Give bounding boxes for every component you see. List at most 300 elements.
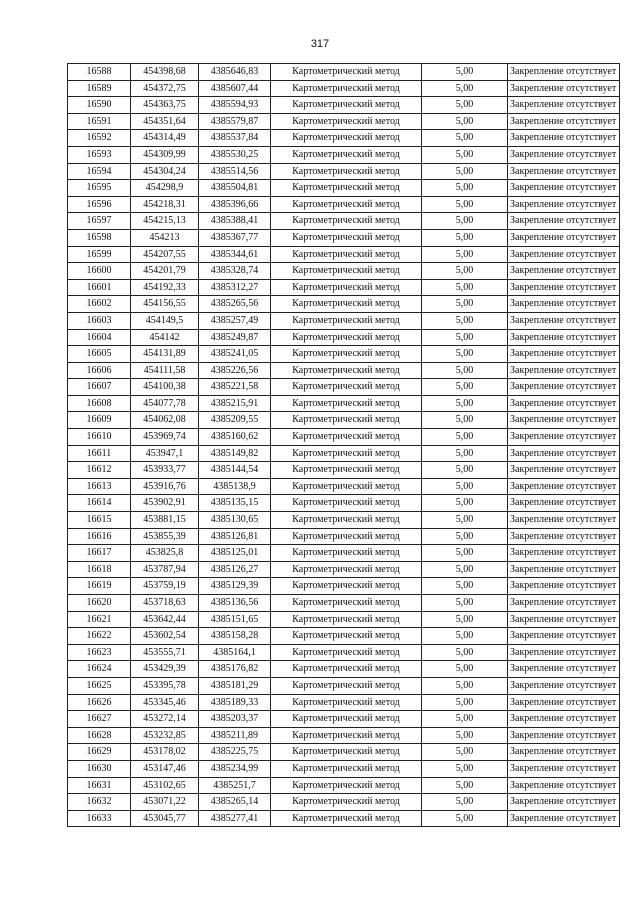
fixation-cell: Закрепление отсутствует <box>508 578 620 595</box>
point-number-cell: 16617 <box>68 545 131 562</box>
table-row <box>68 279 620 296</box>
table-row <box>68 727 620 744</box>
method-cell: Картометрический метод <box>271 661 422 678</box>
table-row <box>68 362 620 379</box>
point-number-cell: 16606 <box>68 362 131 379</box>
table-row <box>68 611 620 628</box>
table-row <box>68 528 620 545</box>
y-coordinate-cell: 4385241,05 <box>199 346 271 363</box>
fixation-cell: Закрепление отсутствует <box>508 545 620 562</box>
accuracy-cell: 5,00 <box>422 113 508 130</box>
x-coordinate-cell: 453429,39 <box>131 661 199 678</box>
table-row <box>68 794 620 811</box>
x-coordinate-cell: 454363,75 <box>131 97 199 114</box>
y-coordinate-cell: 4385136,56 <box>199 595 271 612</box>
y-coordinate-cell: 4385144,54 <box>199 462 271 479</box>
method-cell: Картометрический метод <box>271 578 422 595</box>
fixation-cell: Закрепление отсутствует <box>508 296 620 313</box>
x-coordinate-cell: 453345,46 <box>131 694 199 711</box>
x-coordinate-cell: 453555,71 <box>131 644 199 661</box>
method-cell: Картометрический метод <box>271 429 422 446</box>
accuracy-cell: 5,00 <box>422 196 508 213</box>
x-coordinate-cell: 453855,39 <box>131 528 199 545</box>
fixation-cell: Закрепление отсутствует <box>508 528 620 545</box>
accuracy-cell: 5,00 <box>422 744 508 761</box>
x-coordinate-cell: 453642,44 <box>131 611 199 628</box>
table-row <box>68 312 620 329</box>
x-coordinate-cell: 454398,68 <box>131 64 199 81</box>
fixation-cell: Закрепление отсутствует <box>508 279 620 296</box>
y-coordinate-cell: 4385126,81 <box>199 528 271 545</box>
fixation-cell: Закрепление отсутствует <box>508 777 620 794</box>
x-coordinate-cell: 454111,58 <box>131 362 199 379</box>
y-coordinate-cell: 4385537,84 <box>199 130 271 147</box>
table-row <box>68 512 620 529</box>
y-coordinate-cell: 4385149,82 <box>199 445 271 462</box>
y-coordinate-cell: 4385328,74 <box>199 263 271 280</box>
method-cell: Картометрический метод <box>271 312 422 329</box>
x-coordinate-cell: 453045,77 <box>131 810 199 827</box>
x-coordinate-cell: 454372,75 <box>131 80 199 97</box>
point-number-cell: 16593 <box>68 146 131 163</box>
point-number-cell: 16592 <box>68 130 131 147</box>
method-cell: Картометрический метод <box>271 196 422 213</box>
point-number-cell: 16614 <box>68 495 131 512</box>
fixation-cell: Закрепление отсутствует <box>508 64 620 81</box>
method-cell: Картометрический метод <box>271 213 422 230</box>
table-row <box>68 229 620 246</box>
x-coordinate-cell: 453602,54 <box>131 628 199 645</box>
y-coordinate-cell: 4385265,14 <box>199 794 271 811</box>
point-number-cell: 16630 <box>68 760 131 777</box>
table-row <box>68 113 620 130</box>
accuracy-cell: 5,00 <box>422 412 508 429</box>
x-coordinate-cell: 454304,24 <box>131 163 199 180</box>
method-cell: Картометрический метод <box>271 346 422 363</box>
method-cell: Картометрический метод <box>271 412 422 429</box>
accuracy-cell: 5,00 <box>422 379 508 396</box>
fixation-cell: Закрепление отсутствует <box>508 412 620 429</box>
point-number-cell: 16616 <box>68 528 131 545</box>
method-cell: Картометрический метод <box>271 80 422 97</box>
y-coordinate-cell: 4385396,66 <box>199 196 271 213</box>
y-coordinate-cell: 4385209,55 <box>199 412 271 429</box>
y-coordinate-cell: 4385251,7 <box>199 777 271 794</box>
table-row <box>68 677 620 694</box>
method-cell: Картометрический метод <box>271 495 422 512</box>
fixation-cell: Закрепление отсутствует <box>508 163 620 180</box>
method-cell: Картометрический метод <box>271 677 422 694</box>
x-coordinate-cell: 453933,77 <box>131 462 199 479</box>
method-cell: Картометрический метод <box>271 279 422 296</box>
y-coordinate-cell: 4385135,15 <box>199 495 271 512</box>
point-number-cell: 16605 <box>68 346 131 363</box>
point-number-cell: 16594 <box>68 163 131 180</box>
point-number-cell: 16621 <box>68 611 131 628</box>
table-row <box>68 694 620 711</box>
method-cell: Картометрический метод <box>271 628 422 645</box>
accuracy-cell: 5,00 <box>422 429 508 446</box>
method-cell: Картометрический метод <box>271 362 422 379</box>
point-number-cell: 16627 <box>68 711 131 728</box>
x-coordinate-cell: 453395,78 <box>131 677 199 694</box>
fixation-cell: Закрепление отсутствует <box>508 595 620 612</box>
x-coordinate-cell: 453272,14 <box>131 711 199 728</box>
y-coordinate-cell: 4385530,25 <box>199 146 271 163</box>
accuracy-cell: 5,00 <box>422 512 508 529</box>
y-coordinate-cell: 4385344,61 <box>199 246 271 263</box>
fixation-cell: Закрепление отсутствует <box>508 213 620 230</box>
point-number-cell: 16629 <box>68 744 131 761</box>
accuracy-cell: 5,00 <box>422 163 508 180</box>
method-cell: Картометрический метод <box>271 113 422 130</box>
table-row <box>68 346 620 363</box>
fixation-cell: Закрепление отсутствует <box>508 661 620 678</box>
table-row <box>68 97 620 114</box>
method-cell: Картометрический метод <box>271 777 422 794</box>
y-coordinate-cell: 4385646,83 <box>199 64 271 81</box>
accuracy-cell: 5,00 <box>422 346 508 363</box>
accuracy-cell: 5,00 <box>422 595 508 612</box>
method-cell: Картометрический метод <box>271 810 422 827</box>
x-coordinate-cell: 454131,89 <box>131 346 199 363</box>
method-cell: Картометрический метод <box>271 512 422 529</box>
table-row <box>68 578 620 595</box>
fixation-cell: Закрепление отсутствует <box>508 246 620 263</box>
point-number-cell: 16619 <box>68 578 131 595</box>
y-coordinate-cell: 4385138,9 <box>199 478 271 495</box>
method-cell: Картометрический метод <box>271 146 422 163</box>
y-coordinate-cell: 4385211,89 <box>199 727 271 744</box>
accuracy-cell: 5,00 <box>422 296 508 313</box>
point-number-cell: 16596 <box>68 196 131 213</box>
accuracy-cell: 5,00 <box>422 727 508 744</box>
y-coordinate-cell: 4385203,37 <box>199 711 271 728</box>
y-coordinate-cell: 4385257,49 <box>199 312 271 329</box>
accuracy-cell: 5,00 <box>422 312 508 329</box>
x-coordinate-cell: 453178,02 <box>131 744 199 761</box>
table-row <box>68 561 620 578</box>
x-coordinate-cell: 454156,55 <box>131 296 199 313</box>
x-coordinate-cell: 454149,5 <box>131 312 199 329</box>
method-cell: Картометрический метод <box>271 445 422 462</box>
table-row <box>68 146 620 163</box>
method-cell: Картометрический метод <box>271 130 422 147</box>
table-row <box>68 644 620 661</box>
fixation-cell: Закрепление отсутствует <box>508 628 620 645</box>
accuracy-cell: 5,00 <box>422 362 508 379</box>
table-row <box>68 478 620 495</box>
x-coordinate-cell: 453881,15 <box>131 512 199 529</box>
fixation-cell: Закрепление отсутствует <box>508 445 620 462</box>
x-coordinate-cell: 454207,55 <box>131 246 199 263</box>
x-coordinate-cell: 453825,8 <box>131 545 199 562</box>
y-coordinate-cell: 4385265,56 <box>199 296 271 313</box>
y-coordinate-cell: 4385277,41 <box>199 810 271 827</box>
point-number-cell: 16631 <box>68 777 131 794</box>
point-number-cell: 16613 <box>68 478 131 495</box>
fixation-cell: Закрепление отсутствует <box>508 362 620 379</box>
point-number-cell: 16612 <box>68 462 131 479</box>
fixation-cell: Закрепление отсутствует <box>508 263 620 280</box>
table-row <box>68 429 620 446</box>
y-coordinate-cell: 4385514,56 <box>199 163 271 180</box>
fixation-cell: Закрепление отсутствует <box>508 196 620 213</box>
point-number-cell: 16590 <box>68 97 131 114</box>
table-row <box>68 462 620 479</box>
page-number: 317 <box>310 38 330 50</box>
x-coordinate-cell: 454213 <box>131 229 199 246</box>
fixation-cell: Закрепление отсутствует <box>508 229 620 246</box>
accuracy-cell: 5,00 <box>422 644 508 661</box>
fixation-cell: Закрепление отсутствует <box>508 80 620 97</box>
y-coordinate-cell: 4385607,44 <box>199 80 271 97</box>
y-coordinate-cell: 4385215,91 <box>199 395 271 412</box>
fixation-cell: Закрепление отсутствует <box>508 677 620 694</box>
table-row <box>68 711 620 728</box>
fixation-cell: Закрепление отсутствует <box>508 478 620 495</box>
method-cell: Картометрический метод <box>271 727 422 744</box>
x-coordinate-cell: 453787,94 <box>131 561 199 578</box>
accuracy-cell: 5,00 <box>422 329 508 346</box>
table-row <box>68 445 620 462</box>
table-row <box>68 64 620 81</box>
accuracy-cell: 5,00 <box>422 561 508 578</box>
table-row <box>68 777 620 794</box>
x-coordinate-cell: 453969,74 <box>131 429 199 446</box>
table-row <box>68 80 620 97</box>
y-coordinate-cell: 4385367,77 <box>199 229 271 246</box>
fixation-cell: Закрепление отсутствует <box>508 495 620 512</box>
y-coordinate-cell: 4385158,28 <box>199 628 271 645</box>
fixation-cell: Закрепление отсутствует <box>508 694 620 711</box>
accuracy-cell: 5,00 <box>422 263 508 280</box>
fixation-cell: Закрепление отсутствует <box>508 760 620 777</box>
fixation-cell: Закрепление отсутствует <box>508 727 620 744</box>
point-number-cell: 16601 <box>68 279 131 296</box>
point-number-cell: 16600 <box>68 263 131 280</box>
point-number-cell: 16615 <box>68 512 131 529</box>
y-coordinate-cell: 4385579,87 <box>199 113 271 130</box>
y-coordinate-cell: 4385312,27 <box>199 279 271 296</box>
fixation-cell: Закрепление отсутствует <box>508 130 620 147</box>
x-coordinate-cell: 453916,76 <box>131 478 199 495</box>
table-row <box>68 196 620 213</box>
fixation-cell: Закрепление отсутствует <box>508 561 620 578</box>
point-number-cell: 16626 <box>68 694 131 711</box>
x-coordinate-cell: 453947,1 <box>131 445 199 462</box>
accuracy-cell: 5,00 <box>422 445 508 462</box>
point-number-cell: 16604 <box>68 329 131 346</box>
accuracy-cell: 5,00 <box>422 711 508 728</box>
y-coordinate-cell: 4385151,65 <box>199 611 271 628</box>
method-cell: Картометрический метод <box>271 561 422 578</box>
accuracy-cell: 5,00 <box>422 229 508 246</box>
fixation-cell: Закрепление отсутствует <box>508 180 620 197</box>
table-row <box>68 595 620 612</box>
fixation-cell: Закрепление отсутствует <box>508 429 620 446</box>
y-coordinate-cell: 4385226,56 <box>199 362 271 379</box>
point-number-cell: 16628 <box>68 727 131 744</box>
point-number-cell: 16598 <box>68 229 131 246</box>
coordinates-table <box>67 63 620 827</box>
y-coordinate-cell: 4385234,99 <box>199 760 271 777</box>
y-coordinate-cell: 4385125,01 <box>199 545 271 562</box>
accuracy-cell: 5,00 <box>422 677 508 694</box>
fixation-cell: Закрепление отсутствует <box>508 146 620 163</box>
method-cell: Картометрический метод <box>271 379 422 396</box>
coordinates-table-body <box>68 64 620 827</box>
x-coordinate-cell: 454192,33 <box>131 279 199 296</box>
table-row <box>68 395 620 412</box>
method-cell: Картометрический метод <box>271 545 422 562</box>
method-cell: Картометрический метод <box>271 611 422 628</box>
accuracy-cell: 5,00 <box>422 545 508 562</box>
method-cell: Картометрический метод <box>271 64 422 81</box>
fixation-cell: Закрепление отсутствует <box>508 810 620 827</box>
y-coordinate-cell: 4385388,41 <box>199 213 271 230</box>
x-coordinate-cell: 454351,64 <box>131 113 199 130</box>
x-coordinate-cell: 454215,13 <box>131 213 199 230</box>
accuracy-cell: 5,00 <box>422 246 508 263</box>
x-coordinate-cell: 453102,65 <box>131 777 199 794</box>
table-row <box>68 180 620 197</box>
accuracy-cell: 5,00 <box>422 777 508 794</box>
point-number-cell: 16607 <box>68 379 131 396</box>
point-number-cell: 16632 <box>68 794 131 811</box>
table-row <box>68 760 620 777</box>
point-number-cell: 16608 <box>68 395 131 412</box>
x-coordinate-cell: 453759,19 <box>131 578 199 595</box>
y-coordinate-cell: 4385225,75 <box>199 744 271 761</box>
table-row <box>68 246 620 263</box>
x-coordinate-cell: 454201,79 <box>131 263 199 280</box>
point-number-cell: 16599 <box>68 246 131 263</box>
method-cell: Картометрический метод <box>271 329 422 346</box>
table-row <box>68 495 620 512</box>
x-coordinate-cell: 454142 <box>131 329 199 346</box>
method-cell: Картометрический метод <box>271 462 422 479</box>
accuracy-cell: 5,00 <box>422 130 508 147</box>
accuracy-cell: 5,00 <box>422 279 508 296</box>
point-number-cell: 16588 <box>68 64 131 81</box>
point-number-cell: 16622 <box>68 628 131 645</box>
method-cell: Картометрический метод <box>271 296 422 313</box>
table-row <box>68 661 620 678</box>
point-number-cell: 16609 <box>68 412 131 429</box>
table-row <box>68 379 620 396</box>
x-coordinate-cell: 453718,63 <box>131 595 199 612</box>
method-cell: Картометрический метод <box>271 744 422 761</box>
method-cell: Картометрический метод <box>271 595 422 612</box>
method-cell: Картометрический метод <box>271 180 422 197</box>
point-number-cell: 16610 <box>68 429 131 446</box>
x-coordinate-cell: 453147,46 <box>131 760 199 777</box>
table-row <box>68 263 620 280</box>
accuracy-cell: 5,00 <box>422 661 508 678</box>
accuracy-cell: 5,00 <box>422 146 508 163</box>
y-coordinate-cell: 4385594,93 <box>199 97 271 114</box>
method-cell: Картометрический метод <box>271 163 422 180</box>
accuracy-cell: 5,00 <box>422 810 508 827</box>
method-cell: Картометрический метод <box>271 97 422 114</box>
table-row <box>68 329 620 346</box>
method-cell: Картометрический метод <box>271 794 422 811</box>
point-number-cell: 16603 <box>68 312 131 329</box>
x-coordinate-cell: 454218,31 <box>131 196 199 213</box>
table-row <box>68 744 620 761</box>
accuracy-cell: 5,00 <box>422 180 508 197</box>
fixation-cell: Закрепление отсутствует <box>508 644 620 661</box>
accuracy-cell: 5,00 <box>422 760 508 777</box>
accuracy-cell: 5,00 <box>422 495 508 512</box>
table-row <box>68 163 620 180</box>
fixation-cell: Закрепление отсутствует <box>508 379 620 396</box>
y-coordinate-cell: 4385249,87 <box>199 329 271 346</box>
accuracy-cell: 5,00 <box>422 578 508 595</box>
accuracy-cell: 5,00 <box>422 478 508 495</box>
fixation-cell: Закрепление отсутствует <box>508 329 620 346</box>
method-cell: Картометрический метод <box>271 644 422 661</box>
x-coordinate-cell: 453902,91 <box>131 495 199 512</box>
y-coordinate-cell: 4385164,1 <box>199 644 271 661</box>
x-coordinate-cell: 454100,38 <box>131 379 199 396</box>
y-coordinate-cell: 4385130,65 <box>199 512 271 529</box>
x-coordinate-cell: 454062,08 <box>131 412 199 429</box>
fixation-cell: Закрепление отсутствует <box>508 462 620 479</box>
x-coordinate-cell: 453232,85 <box>131 727 199 744</box>
accuracy-cell: 5,00 <box>422 611 508 628</box>
point-number-cell: 16589 <box>68 80 131 97</box>
y-coordinate-cell: 4385221,58 <box>199 379 271 396</box>
y-coordinate-cell: 4385189,33 <box>199 694 271 711</box>
accuracy-cell: 5,00 <box>422 64 508 81</box>
method-cell: Картометрический метод <box>271 711 422 728</box>
accuracy-cell: 5,00 <box>422 462 508 479</box>
accuracy-cell: 5,00 <box>422 528 508 545</box>
point-number-cell: 16618 <box>68 561 131 578</box>
method-cell: Картометрический метод <box>271 263 422 280</box>
fixation-cell: Закрепление отсутствует <box>508 611 620 628</box>
fixation-cell: Закрепление отсутствует <box>508 512 620 529</box>
accuracy-cell: 5,00 <box>422 395 508 412</box>
table-row <box>68 628 620 645</box>
point-number-cell: 16591 <box>68 113 131 130</box>
y-coordinate-cell: 4385504,81 <box>199 180 271 197</box>
y-coordinate-cell: 4385176,82 <box>199 661 271 678</box>
fixation-cell: Закрепление отсутствует <box>508 744 620 761</box>
point-number-cell: 16625 <box>68 677 131 694</box>
y-coordinate-cell: 4385160,62 <box>199 429 271 446</box>
y-coordinate-cell: 4385129,39 <box>199 578 271 595</box>
accuracy-cell: 5,00 <box>422 628 508 645</box>
table-row <box>68 130 620 147</box>
fixation-cell: Закрепление отсутствует <box>508 312 620 329</box>
point-number-cell: 16595 <box>68 180 131 197</box>
table-row <box>68 412 620 429</box>
accuracy-cell: 5,00 <box>422 97 508 114</box>
accuracy-cell: 5,00 <box>422 213 508 230</box>
x-coordinate-cell: 454314,49 <box>131 130 199 147</box>
x-coordinate-cell: 454309,99 <box>131 146 199 163</box>
x-coordinate-cell: 454077,78 <box>131 395 199 412</box>
method-cell: Картометрический метод <box>271 528 422 545</box>
point-number-cell: 16611 <box>68 445 131 462</box>
method-cell: Картометрический метод <box>271 246 422 263</box>
y-coordinate-cell: 4385181,29 <box>199 677 271 694</box>
table-row <box>68 296 620 313</box>
point-number-cell: 16624 <box>68 661 131 678</box>
